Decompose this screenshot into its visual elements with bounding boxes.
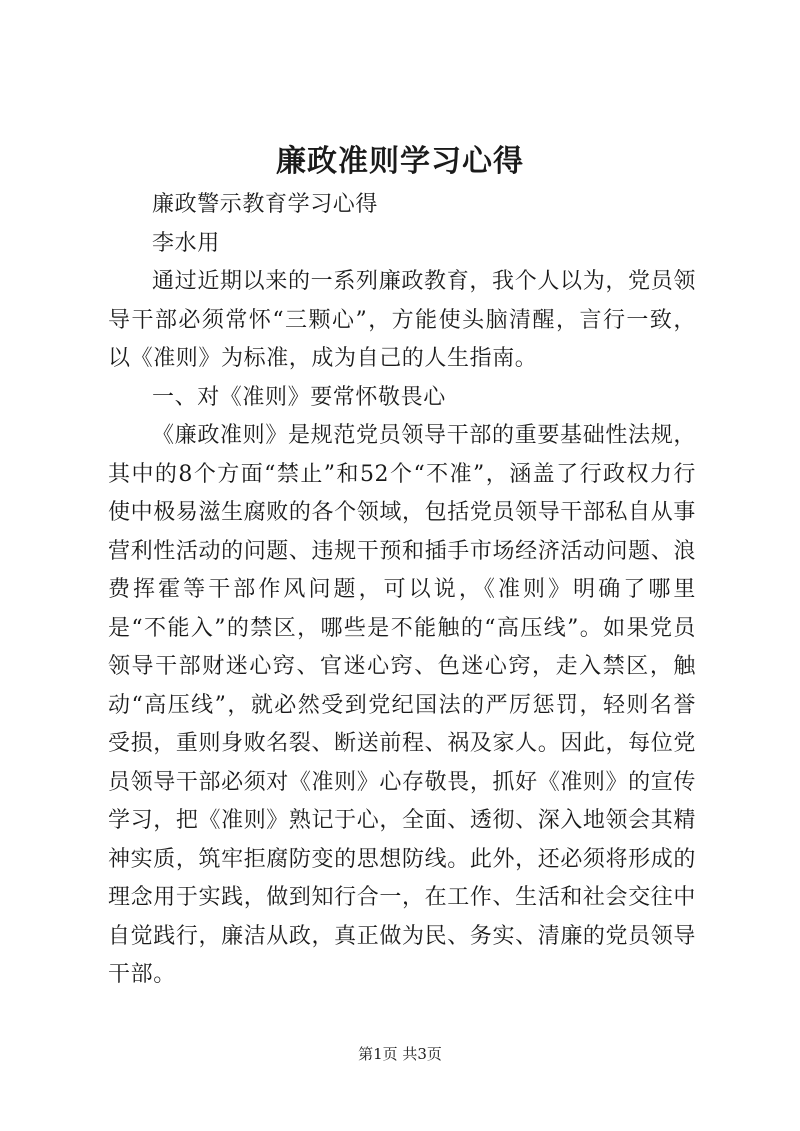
body-paragraph-main: 《廉政准则》是规范党员领导干部的重要基础性法规，其中的8个方面“禁止”和52个“不准”，涵盖了行政权力行使中极易滋生腐败的各个领域，包括党员领导干部私自从事营利性活动的问题、违规干预和插手市场经济活动问题、浪费挥霍等干部作风问题，可以说，《准则》明确了哪里是“不能入”的禁区，哪些是不能触的“高压线”。如果党员领导干部财迷心窍、官迷心窍、色迷心窍，走入禁区，触动“高压线”，就必然受到党纪国法的严厉惩罚，轻则名誉受损，重则身败名裂、断送前程、祸及家人。因此，每位党员领导干部必须对《准则》心存敬畏，抓好《准则》的宣传学习，把《准则》熟记于心，全面、透彻、深入地领会其精神实质，筑牢拒腐防变的思想防线。此外，还必须将形成的理念用于实践，做到知行合一，在工作、生活和社会交往中自觉践行，廉洁从政，真正做为民、务实、清廉的党员领导干部。: [108, 423, 696, 987]
page-number-footer: 第1页 共3页: [358, 1045, 442, 1063]
document-subtitle: 廉政警示教育学习心得: [152, 192, 379, 217]
document-body: [108, 186, 696, 995]
document-title: 廉政准则学习心得: [276, 144, 524, 179]
body-paragraph-intro: 通过近期以来的一系列廉政教育，我个人以为，党员领导干部必须常怀“三颗心”，方能使头脑清醒，言行一致，以《准则》为标准，成为自己的人生指南。: [108, 269, 696, 371]
section-heading: 一、对《准则》要常怀敬畏心: [152, 384, 446, 410]
document-author: 李水用: [152, 230, 220, 256]
